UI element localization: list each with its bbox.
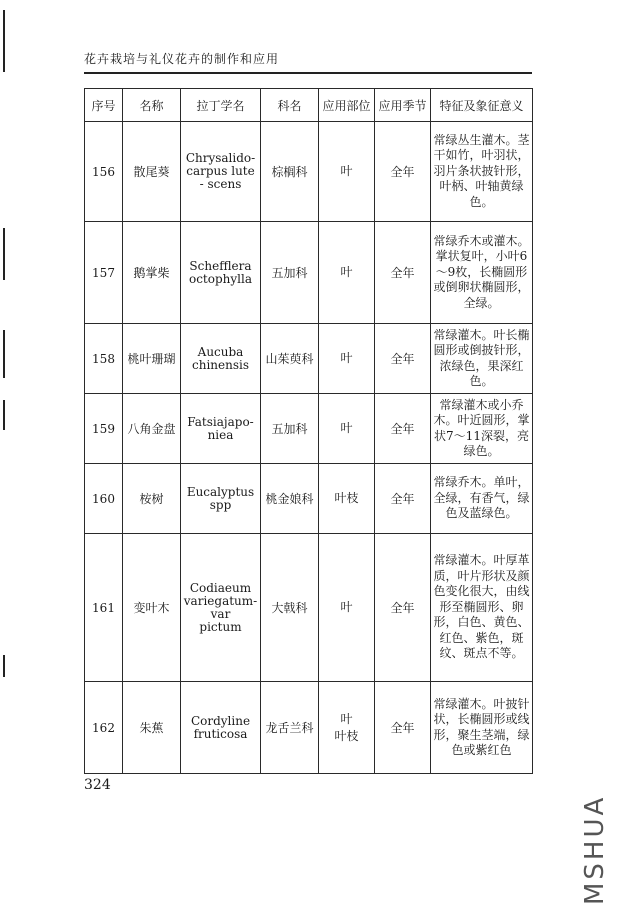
cell-latin-name: Codiaeum variegatum- var pictum (181, 534, 261, 682)
cell-name: 散尾葵 (123, 122, 181, 222)
cell-season: 全年 (375, 682, 431, 774)
cell-family: 五加科 (261, 222, 319, 324)
cell-description: 常绿乔木。单叶，全绿，有香气，绿色及蓝绿色。 (431, 464, 533, 534)
running-title: 花卉栽培与礼仪花卉的制作和应用 (84, 52, 280, 66)
column-header: 特征及象征意义 (431, 89, 533, 122)
column-header: 科名 (261, 89, 319, 122)
column-header: 名称 (123, 89, 181, 122)
scan-edge-mark (3, 655, 5, 677)
cell-description: 常绿灌木。叶长椭圆形或倒披针形，浓绿色，果深红色。 (431, 324, 533, 394)
column-header: 序号 (85, 89, 123, 122)
table-row (85, 222, 533, 324)
cell-description: 常绿乔木或灌木。掌状复叶，小叶6～9枚，长椭圆形或倒卵状椭圆形，全绿。 (431, 222, 533, 324)
cell-name: 朱蕉 (123, 682, 181, 774)
table-row (85, 324, 533, 394)
cell-part: 叶 叶枝 (319, 682, 375, 774)
cell-season: 全年 (375, 222, 431, 324)
cell-season: 全年 (375, 534, 431, 682)
cell-number: 156 (85, 122, 123, 222)
cell-description: 常绿灌木。叶披针状，长椭圆形或线形，聚生茎端，绿色或紫红色 (431, 682, 533, 774)
header-rule (84, 72, 532, 74)
cell-family: 山茱萸科 (261, 324, 319, 394)
cell-family: 棕榈科 (261, 122, 319, 222)
cell-latin-name: Aucuba chinensis (181, 324, 261, 394)
table-header-row (85, 89, 533, 122)
cell-season: 全年 (375, 394, 431, 464)
cell-number: 162 (85, 682, 123, 774)
cell-latin-name: Cordyline fruticosa (181, 682, 261, 774)
cell-part: 叶 (319, 394, 375, 464)
scan-edge-mark (3, 10, 5, 72)
cell-description: 常绿灌木。叶厚革质，叶片形状及颜色变化很大，由线形至椭圆形、卵形，白色、黄色、红色、紫色，斑纹、斑点不等。 (431, 534, 533, 682)
cell-name: 变叶木 (123, 534, 181, 682)
cell-number: 157 (85, 222, 123, 324)
cell-latin-name: Chrysalido- carpus lute - scens (181, 122, 261, 222)
scan-edge-mark (3, 228, 5, 280)
cell-part: 叶 (319, 122, 375, 222)
cell-number: 161 (85, 534, 123, 682)
table-row (85, 122, 533, 222)
scan-edge-mark (3, 400, 5, 430)
cell-name: 八角金盘 (123, 394, 181, 464)
cell-latin-name: Eucalyptus spp (181, 464, 261, 534)
cell-name: 鹅掌柴 (123, 222, 181, 324)
cell-part: 叶枝 (319, 464, 375, 534)
cell-part: 叶 (319, 534, 375, 682)
cell-name: 桃叶珊瑚 (123, 324, 181, 394)
cell-season: 全年 (375, 122, 431, 222)
scan-edge-mark (3, 330, 5, 378)
column-header: 应用部位 (319, 89, 375, 122)
cell-season: 全年 (375, 324, 431, 394)
cell-description: 常绿丛生灌木。茎干如竹，叶羽状，羽片条状披针形，叶柄、叶轴黄绿色。 (431, 122, 533, 222)
plant-table (84, 88, 533, 774)
cell-latin-name: Schefflera octophylla (181, 222, 261, 324)
table-row (85, 534, 533, 682)
cell-family: 五加科 (261, 394, 319, 464)
watermark-text: MSHUA (580, 794, 610, 905)
cell-family: 桃金娘科 (261, 464, 319, 534)
cell-family: 大戟科 (261, 534, 319, 682)
cell-number: 159 (85, 394, 123, 464)
table-row (85, 394, 533, 464)
table-row (85, 682, 533, 774)
cell-part: 叶 (319, 324, 375, 394)
page-number: 324 (84, 777, 111, 793)
cell-number: 160 (85, 464, 123, 534)
column-header: 拉丁学名 (181, 89, 261, 122)
cell-season: 全年 (375, 464, 431, 534)
cell-number: 158 (85, 324, 123, 394)
cell-family: 龙舌兰科 (261, 682, 319, 774)
column-header: 应用季节 (375, 89, 431, 122)
cell-part: 叶 (319, 222, 375, 324)
cell-description: 常绿灌木或小乔木。叶近圆形，掌状7～11深裂，亮绿色。 (431, 394, 533, 464)
table-row (85, 464, 533, 534)
cell-name: 桉树 (123, 464, 181, 534)
cell-latin-name: Fatsiajapo- niea (181, 394, 261, 464)
